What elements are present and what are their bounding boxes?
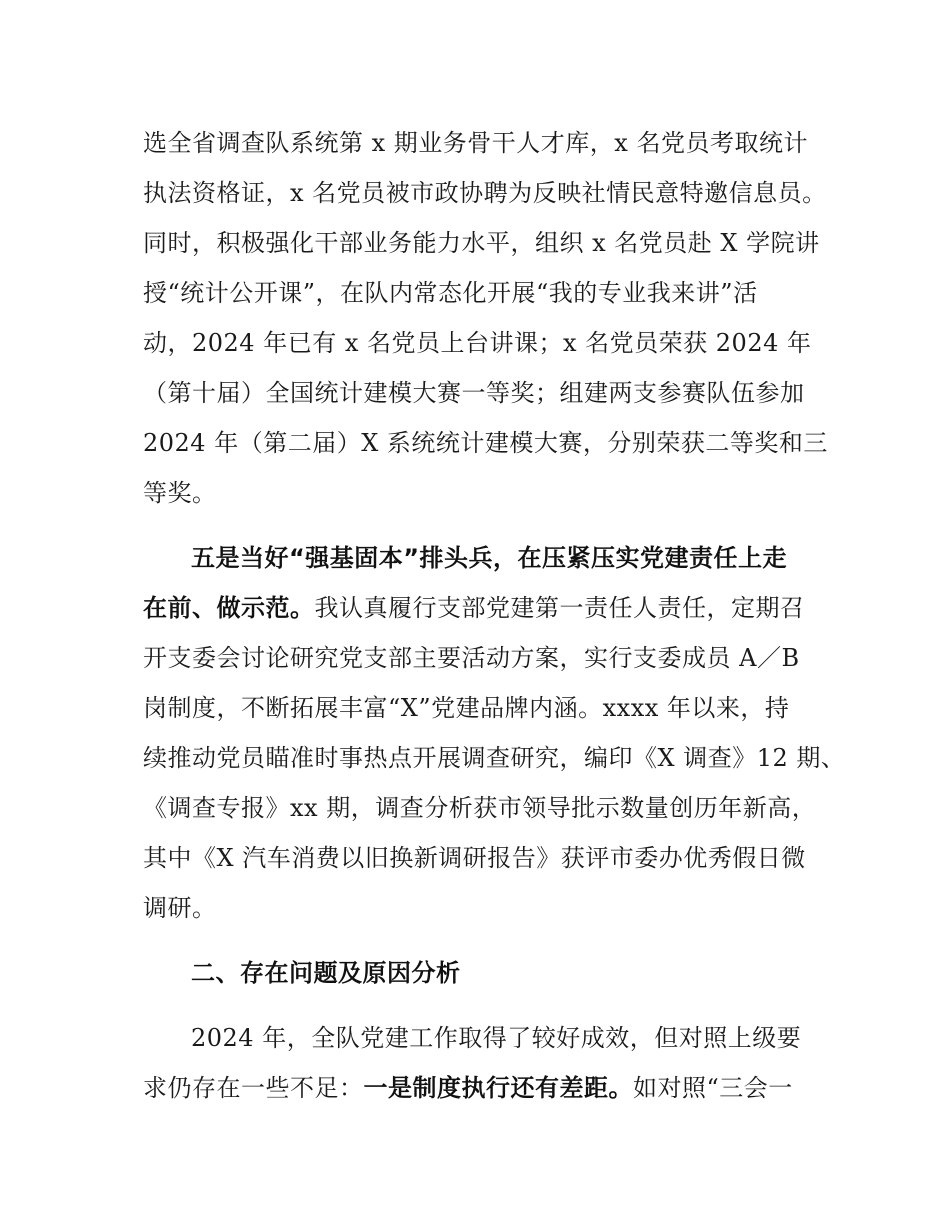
body-text-line — [143, 1073, 793, 1103]
body-text-line: 调研。 — [143, 894, 217, 922]
body-text-line: 动，2024 年已有 x 名党员上台讲课；x 名党员荣获 2024 年 — [143, 329, 812, 357]
body-text-line: 执法资格证，x 名党员被市政协聘为反映社情民意特邀信息员。 — [143, 179, 827, 207]
section-heading-line: 五是当好“强基固本”排头兵，在压紧压实党建责任上走 — [191, 544, 788, 572]
body-text-line: 选全省调查队系统第 x 期业务骨干人才库，x 名党员考取统计 — [143, 129, 808, 157]
body-text-line: 《调查专报》xx 期，调查分析获市领导批示数量创历年新高， — [143, 794, 817, 822]
chapter-heading: 二、存在问题及原因分析 — [191, 959, 461, 987]
body-text-line: 续推动党员瞄准时事热点开展调查研究，编印《X 调查》12 期、 — [143, 744, 846, 772]
section-heading-inline: 在前、做示范。 — [143, 594, 315, 622]
body-text-line: 2024 年，全队党建工作取得了较好成效，但对照上级要 — [191, 1024, 802, 1052]
problem-heading-inline: 一是制度执行还有差距。 — [363, 1074, 633, 1102]
body-text-line: 2024 年（第二届）X 系统统计建模大赛，分别荣获二等奖和三 — [143, 429, 828, 457]
body-text-line: 其中《X 汽车消费以旧换新调研报告》获评市委办优秀假日微 — [143, 844, 806, 872]
body-text-inline: 我认真履行支部党建第一责任人责任，定期召 — [314, 594, 805, 622]
body-text-line — [143, 593, 805, 623]
body-text-inline: 求仍存在一些不足： — [143, 1074, 364, 1102]
body-text-inline: 如对照“三会一 — [633, 1074, 793, 1102]
body-text-line: 岗制度，不断拓展丰富“X”党建品牌内涵。xxxx 年以来，持 — [143, 694, 790, 722]
body-text-line: 开支委会讨论研究党支部主要活动方案，实行支委成员 A／B — [143, 644, 800, 672]
body-text-line: 授“统计公开课”，在队内常态化开展“我的专业我来讲”活 — [143, 279, 758, 307]
body-text-line: （第十届）全国统计建模大赛一等奖；组建两支参赛队伍参加 — [143, 379, 805, 407]
body-text-line: 等奖。 — [143, 479, 217, 507]
body-text-line: 同时，积极强化干部业务能力水平，组织 x 名党员赴 X 学院讲 — [143, 229, 820, 257]
